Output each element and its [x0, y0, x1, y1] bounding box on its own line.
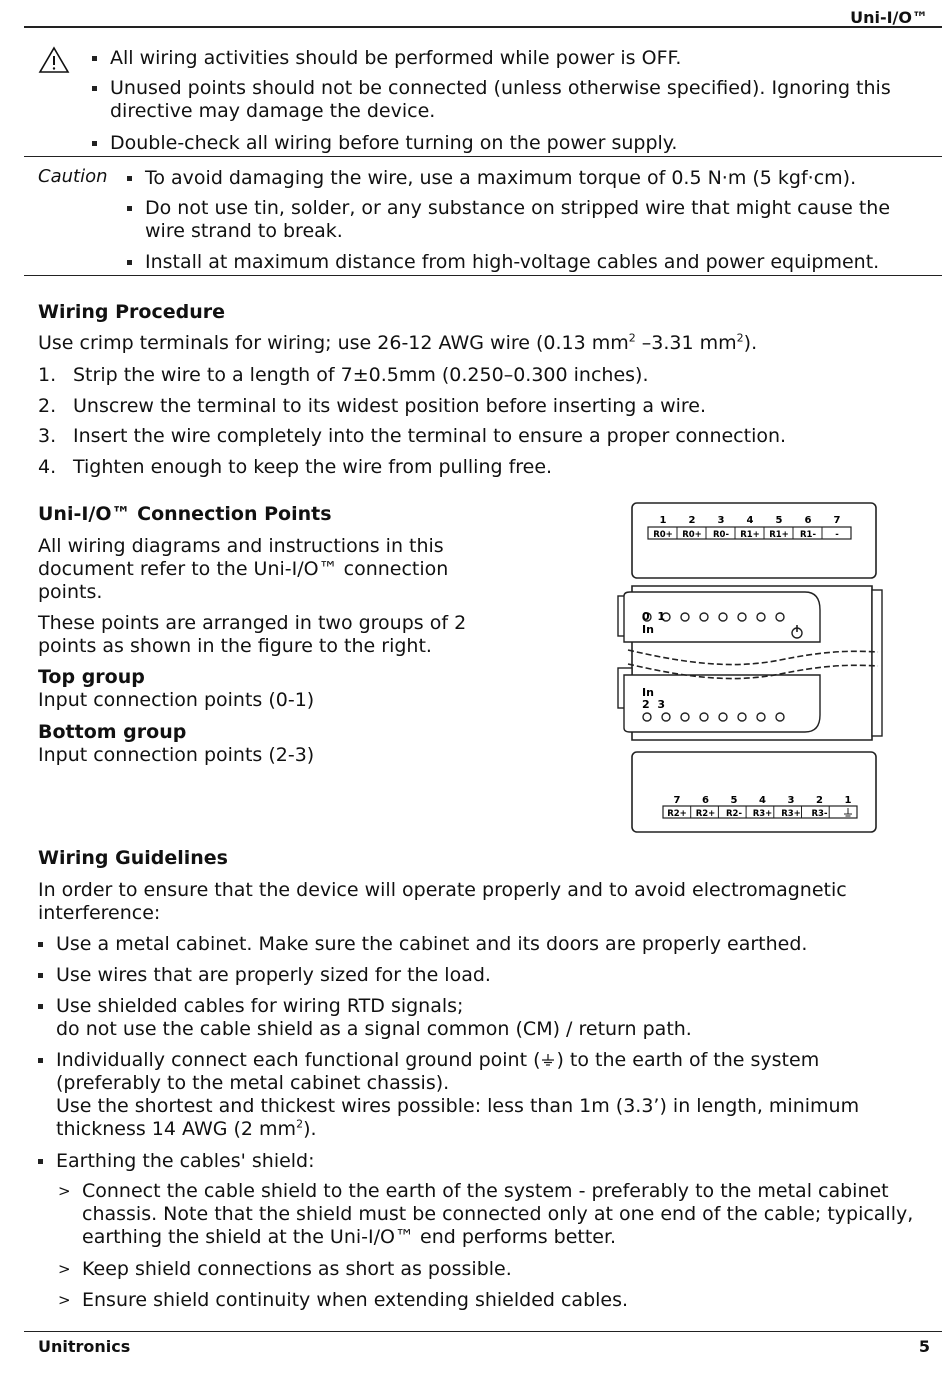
caution-rule	[24, 275, 942, 276]
connection-points-p2: These points are arranged in two groups of 2 points as shown in the figure to the right.	[38, 612, 467, 657]
header-title: Uni-I/O™	[850, 8, 928, 27]
connection-points-p1: All wiring diagrams and instructions in this document refer to the Uni-I/O™ connection points.	[38, 535, 449, 603]
in-top-label: In	[642, 623, 654, 636]
terminal-number: 7	[833, 515, 841, 526]
terminal-number: 3	[787, 795, 795, 806]
terminal-number: 2	[816, 795, 823, 806]
terminal-label: R3+	[781, 809, 801, 819]
terminal-label: R1+	[769, 530, 789, 540]
terminal-label: R3+	[752, 809, 773, 819]
guidelines-intro: In order to ensure that the device will operate properly and to avoid electromagnetic interference:	[38, 879, 847, 924]
device-diagram	[610, 500, 890, 835]
terminal-label: R2+	[667, 809, 687, 819]
terminal-number: 6	[702, 795, 709, 806]
in-bottom-numbers: 2 3	[642, 698, 665, 711]
top-group-label: Top group	[38, 666, 145, 688]
terminal-number: 6	[804, 515, 812, 526]
terminal-label: R2+	[695, 809, 716, 819]
terminal-number: 2	[688, 515, 696, 526]
warning-triangle-icon	[38, 46, 70, 74]
page-number: 5	[918, 1337, 930, 1356]
terminal-number: 5	[730, 795, 738, 806]
connection-points-title: Uni-I/O™ Connection Points	[38, 503, 332, 525]
caution-label: Caution	[38, 166, 108, 187]
procedure-step: 2. Unscrew the terminal to its widest position before inserting a wire.	[38, 395, 707, 417]
bottom-terminal-block	[632, 752, 876, 832]
top-group-text: Input connection points (0-1)	[38, 689, 315, 711]
terminal-number: 3	[717, 515, 725, 526]
terminal-number: 4	[746, 515, 754, 526]
in-bottom-label: In	[642, 686, 654, 699]
terminal-number: 5	[775, 515, 783, 526]
guidelines-title: Wiring Guidelines	[38, 847, 228, 869]
procedure-step: 1. Strip the wire to a length of 7±0.5mm (0.250–0.300 inches).	[38, 364, 649, 386]
terminal-number: 1	[844, 795, 852, 806]
terminal-label: -	[835, 530, 839, 540]
terminal-label: R1-	[800, 530, 816, 540]
footer-rule	[24, 1331, 942, 1332]
header-rule	[24, 26, 942, 28]
terminal-number: 7	[673, 795, 681, 806]
terminal-number: 4	[759, 795, 766, 806]
procedure-step: 3. Insert the wire completely into the terminal to ensure a proper connection.	[38, 425, 787, 447]
terminal-label: R0+	[653, 530, 673, 540]
procedure-step: 4. Tighten enough to keep the wire from pulling free.	[38, 456, 553, 478]
wiring-procedure-title: Wiring Procedure	[38, 301, 225, 323]
warning-rule	[24, 156, 942, 157]
terminal-label: R3-	[811, 809, 828, 819]
footer-brand: Unitronics	[38, 1337, 131, 1356]
terminal-label: R0+	[682, 530, 702, 540]
wiring-procedure-intro: Use crimp terminals for wiring; use 26-12 AWG wire (0.13 $mm^2$ –3.31 $mm^2$).	[38, 331, 758, 354]
terminal-label: R0-	[713, 530, 729, 540]
terminal-label: R2-	[726, 809, 742, 819]
bottom-group-label: Bottom group	[38, 721, 187, 743]
ground-symbol-icon	[540, 1053, 556, 1067]
bottom-group-text: Input connection points (2-3)	[38, 744, 315, 766]
terminal-label: R1+	[740, 530, 760, 540]
terminal-number: 1	[659, 515, 667, 526]
in-top-numbers: 0 1	[642, 610, 665, 623]
